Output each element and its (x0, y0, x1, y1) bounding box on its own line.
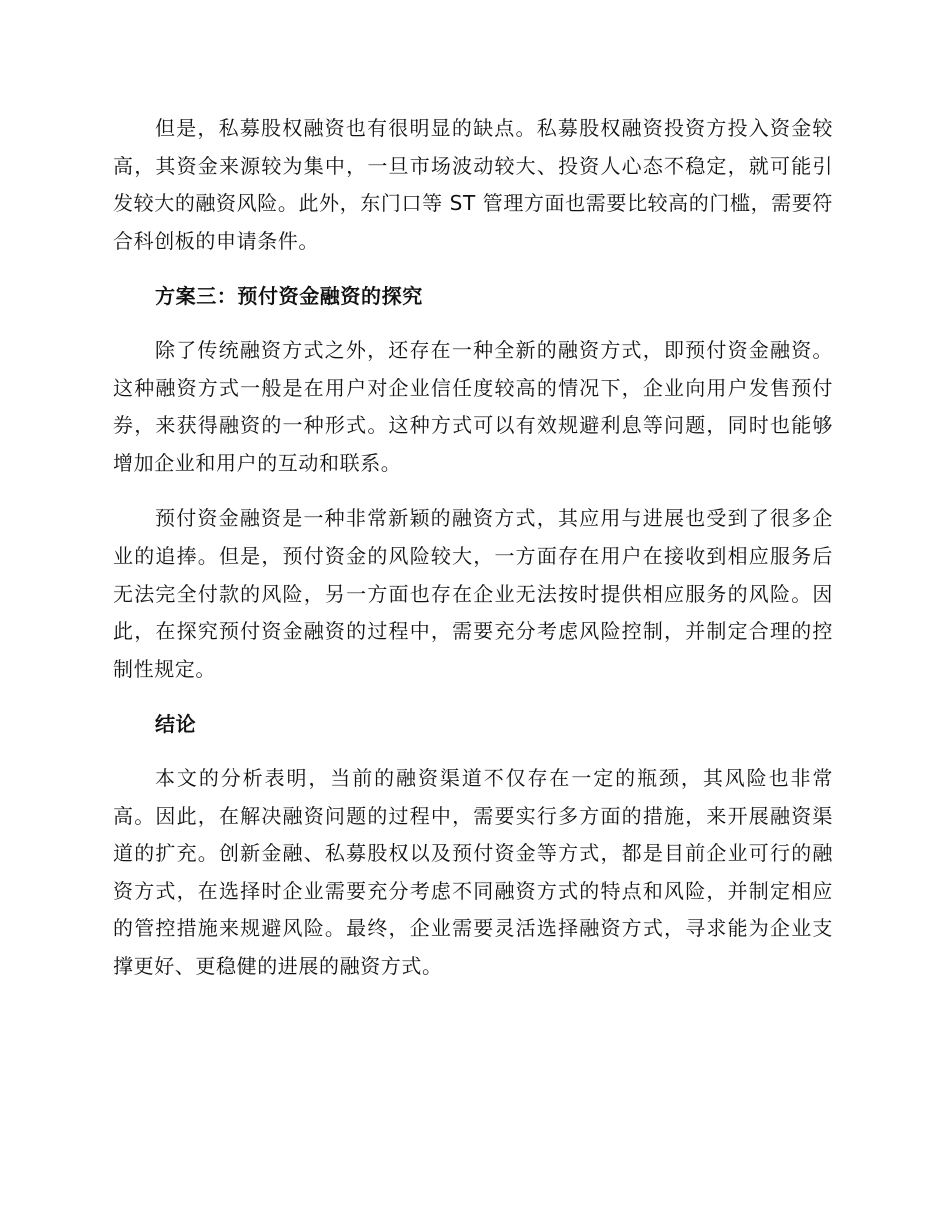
paragraph-conclusion: 本文的分析表明，当前的融资渠道不仅存在一定的瓶颈，其风险也非常高。因此，在解决融资问题的过程中，需要实行多方面的措施，来开展融资渠道的扩充。创新金融、私募股权以及预付资金等方式，都是目前企业可行的融资方式，在选择时企业需要充分考虑不同融资方式的特点和风险，并制定相应的管控措施来规避风险。最终，企业需要灵活选择融资方式，寻求能为企业支撑更好、更稳健的进展的融资方式。 (113, 765, 833, 978)
spacer (113, 482, 833, 500)
paragraph-prepaid-financing-risk: 预付资金融资是一种非常新颖的融资方式，其应用与进展也受到了很多企业的追捧。但是，预付资金的风险较大，一方面存在用户在接收到相应服务后无法完全付款的风险，另一方面也存在企业无法按时提供相应服务的风险。因此，在探究预付资金融资的过程中，需要充分考虑风险控制，并制定合理的控制性规定。 (113, 506, 833, 681)
spacer (113, 744, 833, 760)
paragraph-private-equity-drawbacks: 但是，私募股权融资也有很明显的缺点。私募股权融资投资方投入资金较高，其资金来源较为集中，一旦市场波动较大、投资人心态不稳定，就可能引发较大的融资风险。此外，东门口等 ST 管理方面也需要比较高的门槛，需要符合科创板的申请条件。 (113, 116, 833, 253)
document-body (113, 110, 833, 985)
spacer (113, 688, 833, 706)
section-heading-conclusion: 结论 (155, 712, 197, 737)
spacer (113, 260, 833, 278)
spacer (113, 316, 833, 332)
paragraph-prepaid-financing-intro: 除了传统融资方式之外，还存在一种全新的融资方式，即预付资金融资。这种融资方式一般是在用户对企业信任度较高的情况下，企业向用户发售预付券，来获得融资的一种形式。这种方式可以有效规避利息等问题，同时也能够增加企业和用户的互动和联系。 (113, 337, 833, 475)
section-heading-plan-three: 方案三：预付资金融资的探究 (155, 284, 423, 309)
